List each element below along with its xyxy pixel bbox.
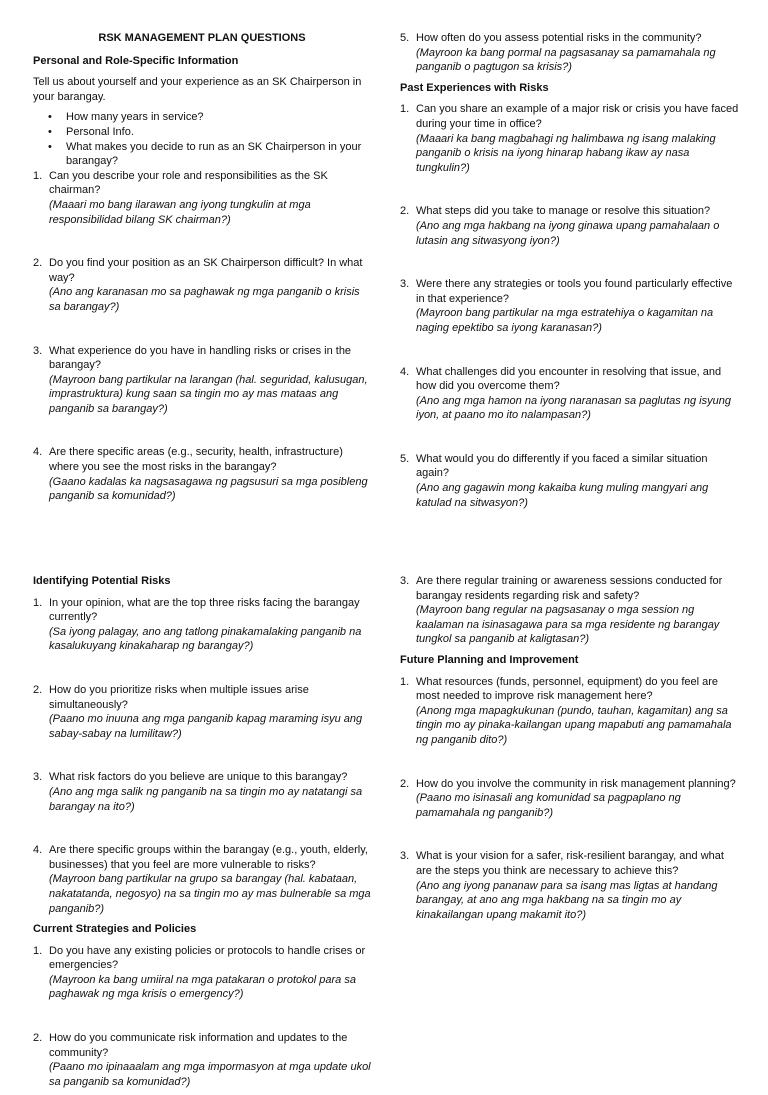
question-item [400,31,740,75]
question-item [33,445,371,503]
question-item [33,256,371,314]
question-tagalog: (Ano ang gagawin mong kakaiba kung muling mangyari ang katulad na sitwasyon?) [416,482,709,509]
question-number: 4. [33,844,43,857]
question-list-current [33,944,371,1090]
question-tagalog: (Gaano kadalas ka nagsasagawa ng pagsusuri sa mga posibleng panganib sa komunidad?) [49,475,368,503]
column-top-left [33,31,371,533]
question-item [400,102,740,175]
question-number: 4. [400,365,410,378]
question-item [400,277,740,335]
question-english: What steps did you take to manage or resolve this situation? [416,205,711,218]
question-number: 5. [400,32,410,44]
question-number: 1. [400,103,410,116]
question-item [33,1031,371,1089]
question-tagalog: (Mayroon bang partikular na grupo sa barangay (hal. kabataan, nakatatanda, negosyo) na sa tingin mo ay mas bulnerable sa mga panganib?) [49,873,371,915]
question-number: 1. [33,169,43,182]
question-english: Are there specific areas (e.g., security, health, infrastructure) where you see the most risks in the barangay? [49,446,343,474]
question-number: 3. [400,850,410,863]
question-item [33,683,371,741]
question-item [33,169,371,227]
intro-bullet-list [33,110,371,168]
question-item [400,365,740,423]
question-item [400,204,740,248]
bullet-item: • How many years in service? [33,110,371,125]
column-bottom-left [33,574,371,1095]
section-heading-identifying: Identifying Potential Risks [33,575,171,587]
column-bottom-right [400,574,740,928]
question-tagalog: (Ano ang iyong pananaw para sa isang mas ligtas at handang barangay, at ano ang mga hakbang na sa tingin mo ay kinakailangan upang makamit ito?) [416,879,718,921]
question-number: 2. [400,205,410,218]
question-english: How do you involve the community in risk management planning? [416,777,736,790]
question-english: How do you prioritize risks when multiple issues arise simultaneously? [49,683,309,711]
question-english: What is your vision for a safer, risk-resilient barangay, and what are the steps you think are necessary to achieve this? [416,850,724,877]
question-tagalog: (Paano mo ipinaaalam ang mga impormasyon at mga update ukol sa panganib sa komunidad?) [49,1061,371,1088]
intro-paragraph: Tell us about yourself and your experience as an SK Chairperson in your barangay. [33,76,362,103]
question-number: 2. [33,257,43,270]
bullet-item: • What makes you decide to run as an SK Chairperson in your barangay? [33,140,371,169]
question-list-identifying [33,596,371,917]
question-english: In your opinion, what are the top three risks facing the barangay currently? [49,596,360,624]
question-item [400,777,740,821]
bullet-item: • Personal Info. [33,125,371,140]
question-number: 3. [400,278,410,291]
section-heading-future: Future Planning and Improvement [400,653,579,666]
question-tagalog: (Maaari mo bang ilarawan ang iyong tungkulin at mga responsibilidad bilang SK chairman?) [49,198,311,226]
question-item [400,849,740,922]
question-english: Are there specific groups within the barangay (e.g., youth, elderly, businesses) that you feel are more vulnerable to risks? [49,844,368,871]
question-number: 1. [33,944,43,957]
question-number: 1. [33,596,43,609]
question-tagalog: (Sa iyong palagay, ano ang tatlong pinakamalaking panganib na kasalukuyang kinakaharap ng barangay?) [49,625,362,653]
question-item [33,596,371,654]
section-heading-past: Past Experiences with Risks [400,81,549,94]
question-item [33,770,371,814]
question-english: What challenges did you encounter in resolving that issue, and how did you overcome them? [416,365,722,393]
question-english: What would you do differently if you faced a similar situation again? [416,452,708,480]
question-number: 3. [33,344,43,357]
question-number: 2. [33,683,43,696]
question-item [400,452,740,510]
question-list-current-continued [400,574,740,647]
question-english: Were there any strategies or tools you found particularly effective in that experience? [416,278,733,305]
question-english: What experience do you have in handling risks or crises in the barangay? [49,344,352,372]
question-tagalog: (Ano ang mga salik ng panganib na sa tingin mo ay natatangi sa barangay na ito?) [49,785,363,813]
question-number: 3. [400,575,410,587]
question-tagalog: (Mayroon bang regular na pagsasanay o mga session ng kaalaman na isinasagawa para sa mga residente ng barangay tungkol sa panganib at kaligtasan?) [416,604,720,646]
question-item [33,344,371,417]
question-english: Can you share an example of a major risk or crisis you have faced during your time in office? [416,103,739,130]
question-number: 1. [400,675,410,688]
question-list-past [400,102,740,510]
question-list-future [400,675,740,923]
question-number: 3. [33,771,43,784]
document-title: RSK MANAGEMENT PLAN QUESTIONS [98,32,306,44]
question-english: How often do you assess potential risks in the community? [416,32,702,44]
question-english: Do you have any existing policies or protocols to handle crises or emergencies? [49,944,366,972]
question-tagalog: (Paano mo inuuna ang mga panganib kapag maraming isyu ang sabay-sabay na lumilitaw?) [49,713,363,740]
question-english: Are there regular training or awareness sessions conducted for barangay residents regarding risk and safety? [416,575,723,602]
question-tagalog: (Maaari ka bang magbahagi ng halimbawa ng isang malaking panganib o krisis na iyong hinarap habang ikaw ay nasa tungkulin?) [416,132,716,174]
question-number: 2. [400,777,410,790]
question-tagalog: (Mayroon ka bang umiiral na mga patakaran o protokol para sa paghawak ng mga krisis o emergency?) [49,973,356,1001]
question-list-personal-continued [400,31,740,75]
question-item [33,843,371,916]
question-tagalog: (Paano mo isinasali ang komunidad sa pagpaplano ng pamamahala ng panganib?) [416,792,681,819]
column-top-right [400,31,740,539]
question-english: What resources (funds, personnel, equipment) do you feel are most needed to improve risk management here? [416,675,719,703]
question-number: 4. [33,446,43,459]
question-english: Can you describe your role and responsibilities as the SK chairman? [49,169,328,197]
question-item [400,675,740,748]
question-tagalog: (Ano ang mga hamon na iyong naranasan sa paglutas ng isyung iyon, at paano mo ito nalampasan?) [416,394,731,422]
question-number: 2. [33,1032,43,1045]
question-item [400,574,740,647]
question-list-personal [33,169,371,504]
question-item [33,944,371,1002]
question-tagalog: (Mayroon bang partikular na larangan (hal. seguridad, kalusugan, imprastruktura) kung saan sa tingin mo ay mas mataas ang panganib sa barangay?) [49,373,368,415]
section-heading-personal: Personal and Role-Specific Information [33,54,239,67]
question-tagalog: (Anong mga mapagkukunan (pundo, tauhan, kagamitan) ang sa tingin mo ay pinaka-kailangan upang mapabuti ang pamamahala ng panganib dito?) [416,704,732,746]
question-number: 5. [400,452,410,465]
question-tagalog: (Mayroon bang partikular na mga estratehiya o kagamitan na naging epektibo sa iyong karanasan?) [416,307,714,334]
section-heading-current: Current Strategies and Policies [33,923,197,936]
question-tagalog: (Ano ang mga hakbang na iyong ginawa upang pamahalaan o lutasin ang sitwasyong iyon?) [416,219,720,247]
question-english: What risk factors do you believe are unique to this barangay? [49,771,348,784]
question-english: Do you find your position as an SK Chairperson difficult? In what way? [49,257,363,284]
question-tagalog: (Mayroon ka bang pormal na pagsasanay sa pamamahala ng panganib o pagtugon sa krisis?) [416,46,716,74]
question-english: How do you communicate risk information and updates to the community? [49,1032,348,1059]
question-tagalog: (Ano ang karanasan mo sa paghawak ng mga panganib o krisis sa barangay?) [49,286,360,313]
